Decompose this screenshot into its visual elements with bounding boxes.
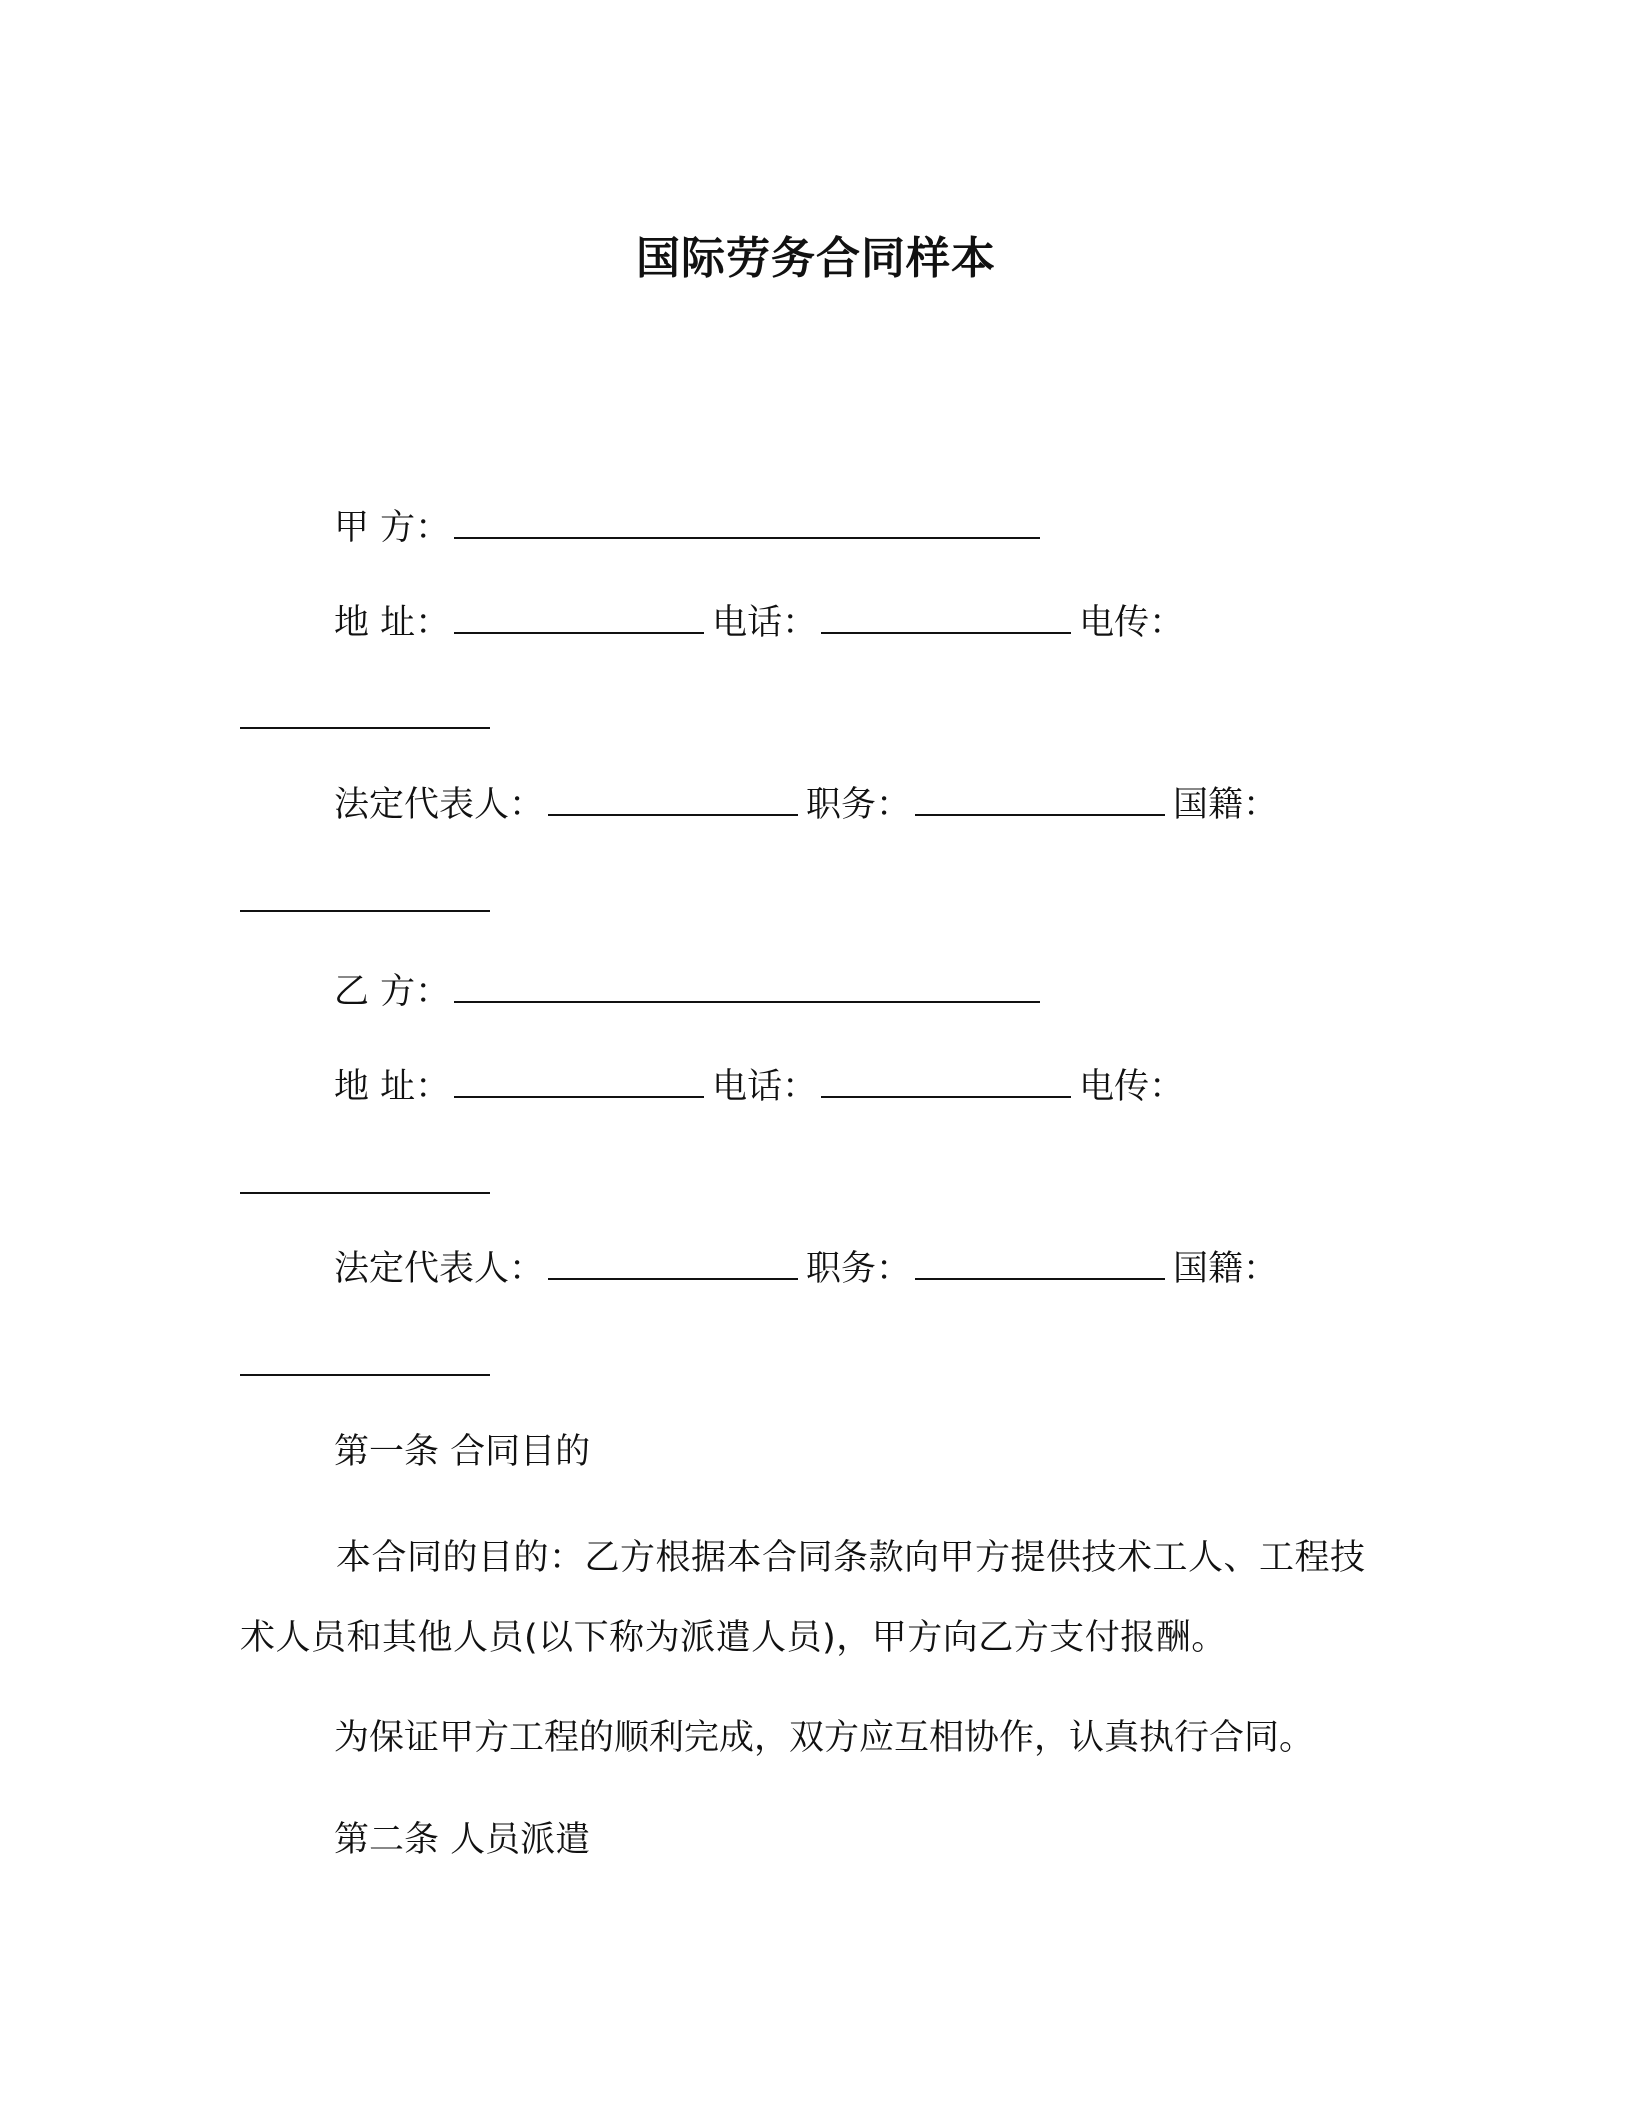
party-b-phone-blank[interactable] [821, 1068, 1071, 1098]
party-b-phone-label: 电话： [712, 1067, 818, 1107]
party-a-nationality-label: 国籍： [1173, 785, 1279, 825]
party-b-address-line [334, 1065, 1184, 1109]
article-1-paragraph-2: 为保证甲方工程的顺利完成，双方应互相协作，认真执行合同。 [334, 1718, 1315, 1758]
party-a-phone-blank[interactable] [821, 604, 1071, 634]
party-b-address-blank[interactable] [454, 1068, 704, 1098]
party-a-address-line [334, 601, 1184, 645]
party-a-blank[interactable] [454, 509, 1040, 539]
document-title: 国际劳务合同样本 [636, 233, 996, 284]
party-b-fax-blank[interactable] [240, 1192, 490, 1194]
party-a-fax-blank[interactable] [240, 727, 490, 729]
party-a-label: 甲 方： [334, 508, 451, 548]
party-a-line [334, 506, 1048, 550]
party-b-position-blank[interactable] [915, 1250, 1165, 1280]
party-a-address-label: 地 址： [334, 603, 451, 643]
party-b-rep-blank[interactable] [548, 1250, 798, 1280]
article-1-heading: 第一条 合同目的 [334, 1432, 591, 1472]
party-a-position-blank[interactable] [915, 786, 1165, 816]
article-2-heading: 第二条 人员派遣 [334, 1820, 591, 1860]
party-b-nationality-label: 国籍： [1173, 1249, 1279, 1289]
party-b-blank[interactable] [454, 973, 1040, 1003]
party-b-fax-label: 电传： [1079, 1067, 1185, 1107]
party-b-rep-label: 法定代表人： [334, 1249, 545, 1289]
party-b-rep-line [334, 1247, 1278, 1291]
party-a-fax-label: 电传： [1079, 603, 1185, 643]
party-b-label: 乙 方： [334, 972, 451, 1012]
article-1-paragraph-1: 本合同的目的：乙方根据本合同条款向甲方提供技术工人、工程技术人员和其他人员(以下称为派遣人员)，甲方向乙方支付报酬。 [240, 1538, 1366, 1658]
party-a-phone-label: 电话： [712, 603, 818, 643]
party-a-rep-blank[interactable] [548, 786, 798, 816]
party-b-nationality-blank[interactable] [240, 1374, 490, 1376]
party-a-rep-label: 法定代表人： [334, 785, 545, 825]
party-b-address-label: 地 址： [334, 1067, 451, 1107]
party-a-position-label: 职务： [806, 785, 912, 825]
party-a-address-blank[interactable] [454, 604, 704, 634]
party-b-line [334, 970, 1048, 1014]
party-b-position-label: 职务： [806, 1249, 912, 1289]
party-a-rep-line [334, 783, 1278, 827]
party-a-nationality-blank[interactable] [240, 910, 490, 912]
